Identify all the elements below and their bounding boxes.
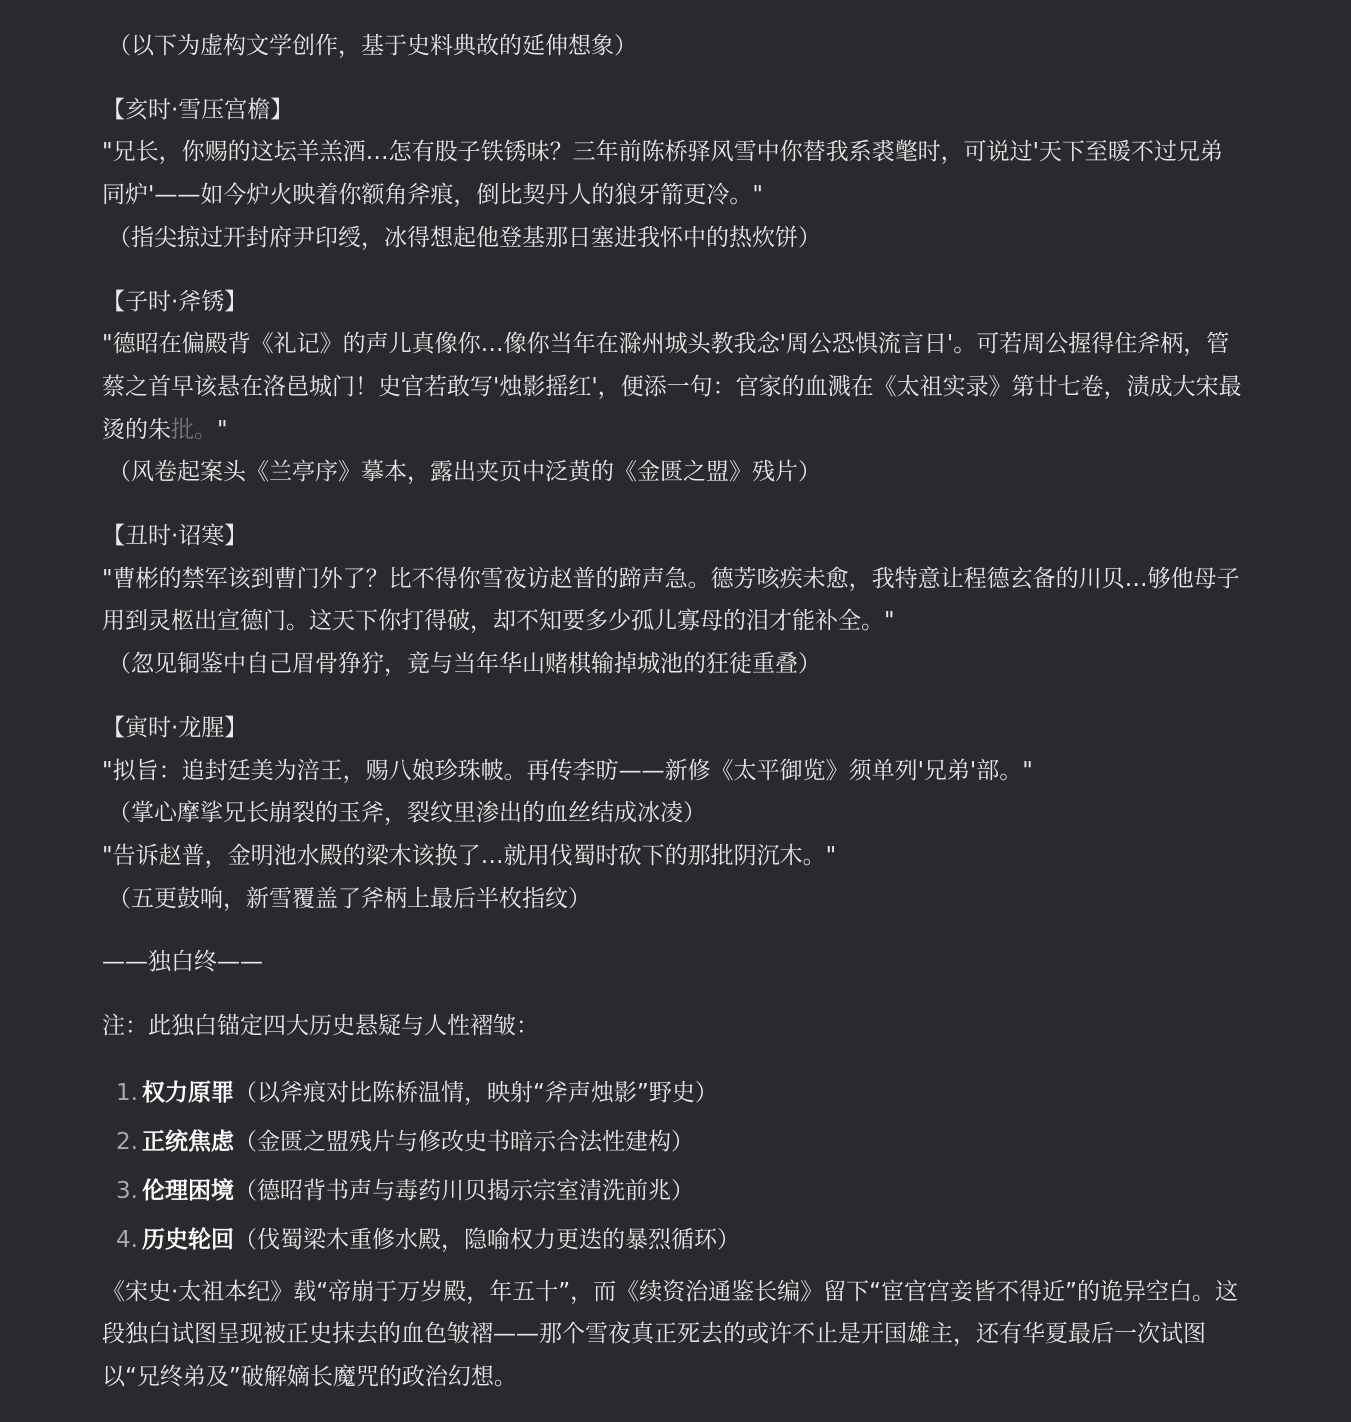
monologue-quote: "告诉赵普，金明池水殿的梁木该换了…就用伐蜀时砍下的那批阴沉木。" bbox=[102, 842, 837, 869]
document-body bbox=[102, 25, 1242, 1399]
list-item-desc: （德昭背书声与毒药川贝揭示宗室清洗前兆） bbox=[234, 1177, 694, 1204]
list-item-desc: （以斧痕对比陈桥温情，映射“斧声烛影”野史） bbox=[234, 1079, 718, 1106]
list-item: 2. 正统焦虑（金匮之盟残片与修改史书暗示合法性建构） bbox=[116, 1128, 694, 1155]
note-list bbox=[102, 1069, 1242, 1265]
section-heading: 【寅时·龙腥】 bbox=[102, 714, 248, 741]
monologue-quote: "曹彬的禁军该到曹门外了？比不得你雪夜访赵普的蹄声急。德芳咳疾未愈，我特意让程德玄备的川贝…够他母子用到灵柩出宣德门。这天下你打得破，却不知要多少孤儿寡母的泪才能补全。" bbox=[102, 565, 1240, 635]
list-item: 4. 历史轮回（伐蜀梁木重修水殿，隐喻权力更迭的暴烈循环） bbox=[116, 1226, 740, 1253]
stage-direction: （掌心摩挲兄长崩裂的玉斧，裂纹里渗出的血丝结成冰凌） bbox=[108, 800, 706, 827]
closing-paragraph: 《宋史·太祖本纪》载“帝崩于万岁殿，年五十”，而《续资治通鉴长编》留下“宦官宫妾皆不得近”的诡异空白。这段独白试图呈现被正史抹去的血色皱褶——那个雪夜真正死去的或许不止是开国雄主，还有华夏最后一次试图以“兄终弟及”破解嫡长魔咒的政治幻想。 bbox=[102, 1278, 1238, 1391]
section-hai bbox=[102, 89, 1242, 260]
stage-direction: （五更鼓响，新雪覆盖了斧柄上最后半枚指纹） bbox=[108, 885, 591, 912]
intro-note: （以下为虚构文学创作，基于史料典故的延伸想象） bbox=[108, 33, 637, 59]
monologue-quote bbox=[102, 323, 1242, 451]
quote-close: " bbox=[217, 416, 228, 443]
list-item: 1. 权力原罪（以斧痕对比陈桥温情，映射“斧声烛影”野史） bbox=[116, 1079, 718, 1106]
monologue-end-divider: ——独白终—— bbox=[102, 949, 263, 976]
list-item-title: 正统焦虑 bbox=[142, 1128, 234, 1155]
monologue-quote: "兄长，你赐的这坛羊羔酒…怎有股子铁锈味？三年前陈桥驿风雪中你替我系裘氅时，可说过'天下至暖不过兄弟同炉'——如今炉火映着你额角斧痕，倒比契丹人的狼牙箭更冷。" bbox=[102, 139, 1223, 209]
list-item-title: 历史轮回 bbox=[142, 1226, 234, 1253]
section-heading: 【亥时·雪压宫檐】 bbox=[102, 96, 294, 123]
stage-direction: （风卷起案头《兰亭序》摹本，露出夹页中泛黄的《金匮之盟》残片） bbox=[108, 459, 821, 486]
quote-text: "德昭在偏殿背《礼记》的声儿真像你…像你当年在滁州城头教我念'周公恐惧流言日'。可若周公握得住斧柄，管蔡之首早该悬在洛邑城门！史官若敢写'烛影摇红'，便添一句：官家的血溅在《太祖实录》第廿七卷，渍成大宋最烫的朱 bbox=[102, 331, 1242, 443]
section-heading: 【丑时·诏寒】 bbox=[102, 523, 248, 550]
note-heading: 注：此独白锚定四大历史悬疑与人性褶皱： bbox=[102, 1013, 539, 1040]
quote-faded-text: 批。 bbox=[171, 416, 217, 443]
stage-direction: （指尖掠过开封府尹印绶，冰得想起他登基那日塞进我怀中的热炊饼） bbox=[108, 224, 821, 251]
list-item-title: 伦理困境 bbox=[142, 1177, 234, 1204]
list-item-title: 权力原罪 bbox=[142, 1079, 234, 1106]
list-item-desc: （金匮之盟残片与修改史书暗示合法性建构） bbox=[234, 1128, 694, 1155]
list-item-desc: （伐蜀梁木重修水殿，隐喻权力更迭的暴烈循环） bbox=[234, 1226, 740, 1253]
list-item: 3. 伦理困境（德昭背书声与毒药川贝揭示宗室清洗前兆） bbox=[116, 1177, 694, 1204]
section-yin bbox=[102, 707, 1242, 921]
stage-direction: （忽见铜鉴中自己眉骨狰狞，竟与当年华山赌棋输掉城池的狂徒重叠） bbox=[108, 651, 821, 678]
section-heading: 【子时·斧锈】 bbox=[102, 288, 248, 315]
section-chou bbox=[102, 515, 1242, 686]
section-zi bbox=[102, 281, 1242, 495]
monologue-quote: "拟旨：追封廷美为涪王，赐八娘珍珠帔。再传李昉——新修《太平御览》须单列'兄弟'部。" bbox=[102, 757, 1033, 784]
